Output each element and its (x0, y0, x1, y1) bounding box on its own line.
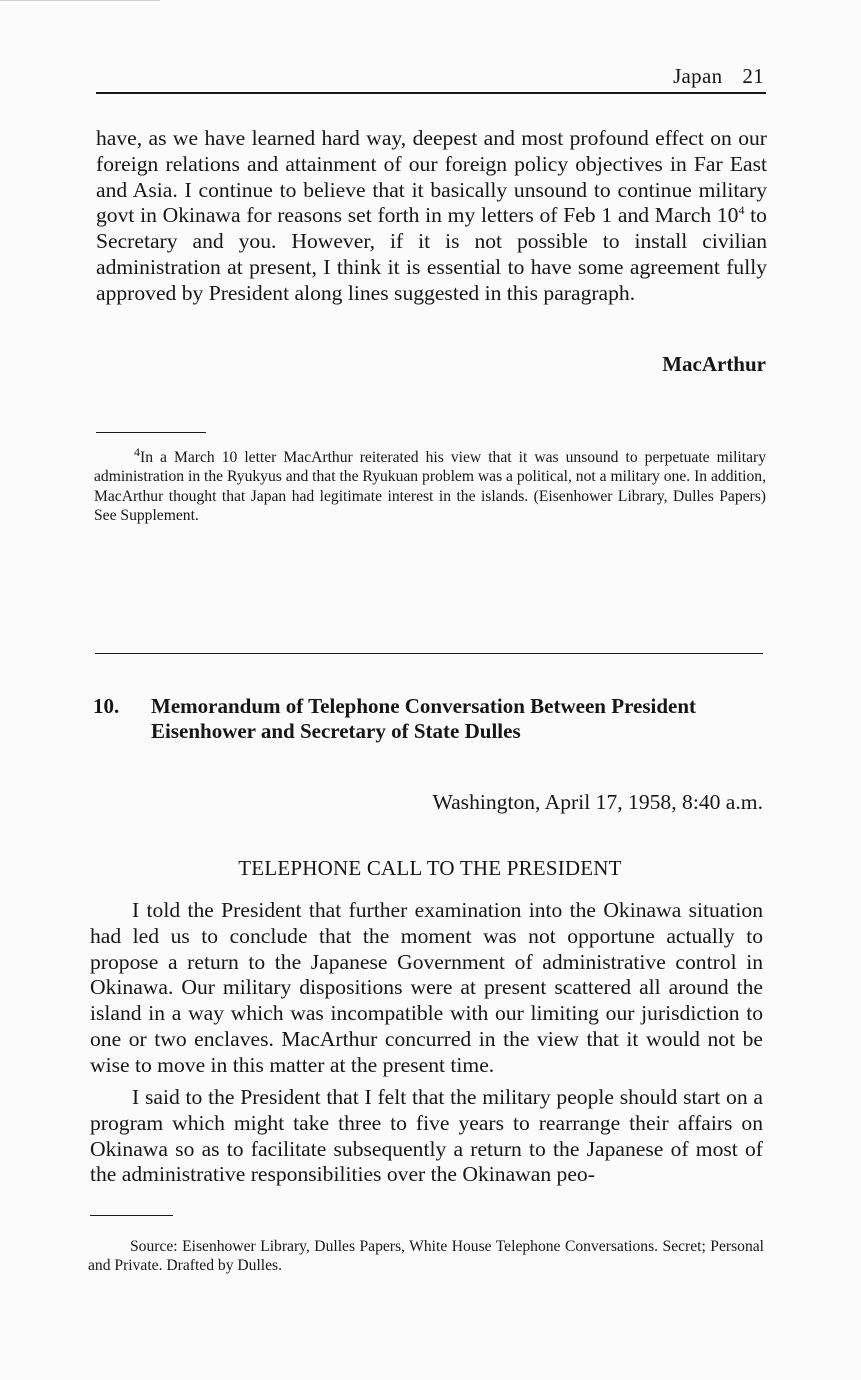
page-number: 21 (742, 64, 764, 88)
dateline: Washington, April 17, 1958, 8:40 a.m. (432, 790, 763, 814)
footnote-rule (96, 432, 206, 433)
footnote-marker: 4 (134, 444, 140, 459)
footnote-reference: 4 (738, 203, 745, 218)
continuation-text-after: to Secretary and you. However, if it is not possible to install civilian administration at present, I think it is essential to have some agreement fully approved by President along lines suggested in this paragraph. (96, 203, 767, 305)
continuation-paragraph (96, 126, 767, 307)
document-number: 10. (93, 694, 120, 718)
body-paragraph: I said to the President that I felt that the military people should start on a program which might take three to five years to rearrange their affairs on Okinawa so as to facilitate subsequently a return to the Japanese of most of the administrative responsibilities over the Okinawan peo- (90, 1085, 763, 1187)
signature: MacArthur (662, 352, 766, 376)
footnote-text: In a March 10 letter MacArthur reiterated his view that it was unsound to perpetuate military administration in the Ryukyus and that the Ryukuan problem was a political, not a military one. In addition, MacArthur thought that Japan had legitimate interest in the islands. (Eisenhower Library, Dulles Papers) See Supplement. (94, 449, 766, 525)
body-paragraph: I told the President that further examination into the Okinawa situation had led us to conclude that the moment was not opportune actually to propose a return to the Japanese Government of administrative control in Okinawa. Our military dispositions were at present scattered all around the island in a way which was incompatible with our limiting our jurisdiction to one or two enclaves. MacArthur concurred in the view that it would not be wise to move in this matter at the present time. (90, 898, 763, 1077)
document-title: Memorandum of Telephone Conversation Between President Eisenhower and Secretary of State Dulles (151, 694, 697, 743)
scan-edge-line (0, 0, 160, 1)
header-title: Japan (673, 64, 723, 88)
call-heading: TELEPHONE CALL TO THE PRESIDENT (238, 856, 622, 880)
continuation-text-before: have, as we have learned hard way, deepest and most profound effect on our foreign relations and attainment of our foreign policy objectives in Far East and Asia. I continue to believe that it basically unsound to continue military govt in Okinawa for reasons set forth in my letters of Feb 1 and March 10 (96, 126, 767, 228)
running-header (96, 62, 766, 94)
source-note: Source: Eisenhower Library, Dulles Papers, White House Telephone Conversations. Secret; Personal and Private. Drafted by Dulles. (88, 1238, 764, 1274)
header-text (673, 64, 764, 89)
section-divider (95, 653, 763, 654)
source-rule (90, 1215, 173, 1216)
footnote (94, 444, 766, 526)
